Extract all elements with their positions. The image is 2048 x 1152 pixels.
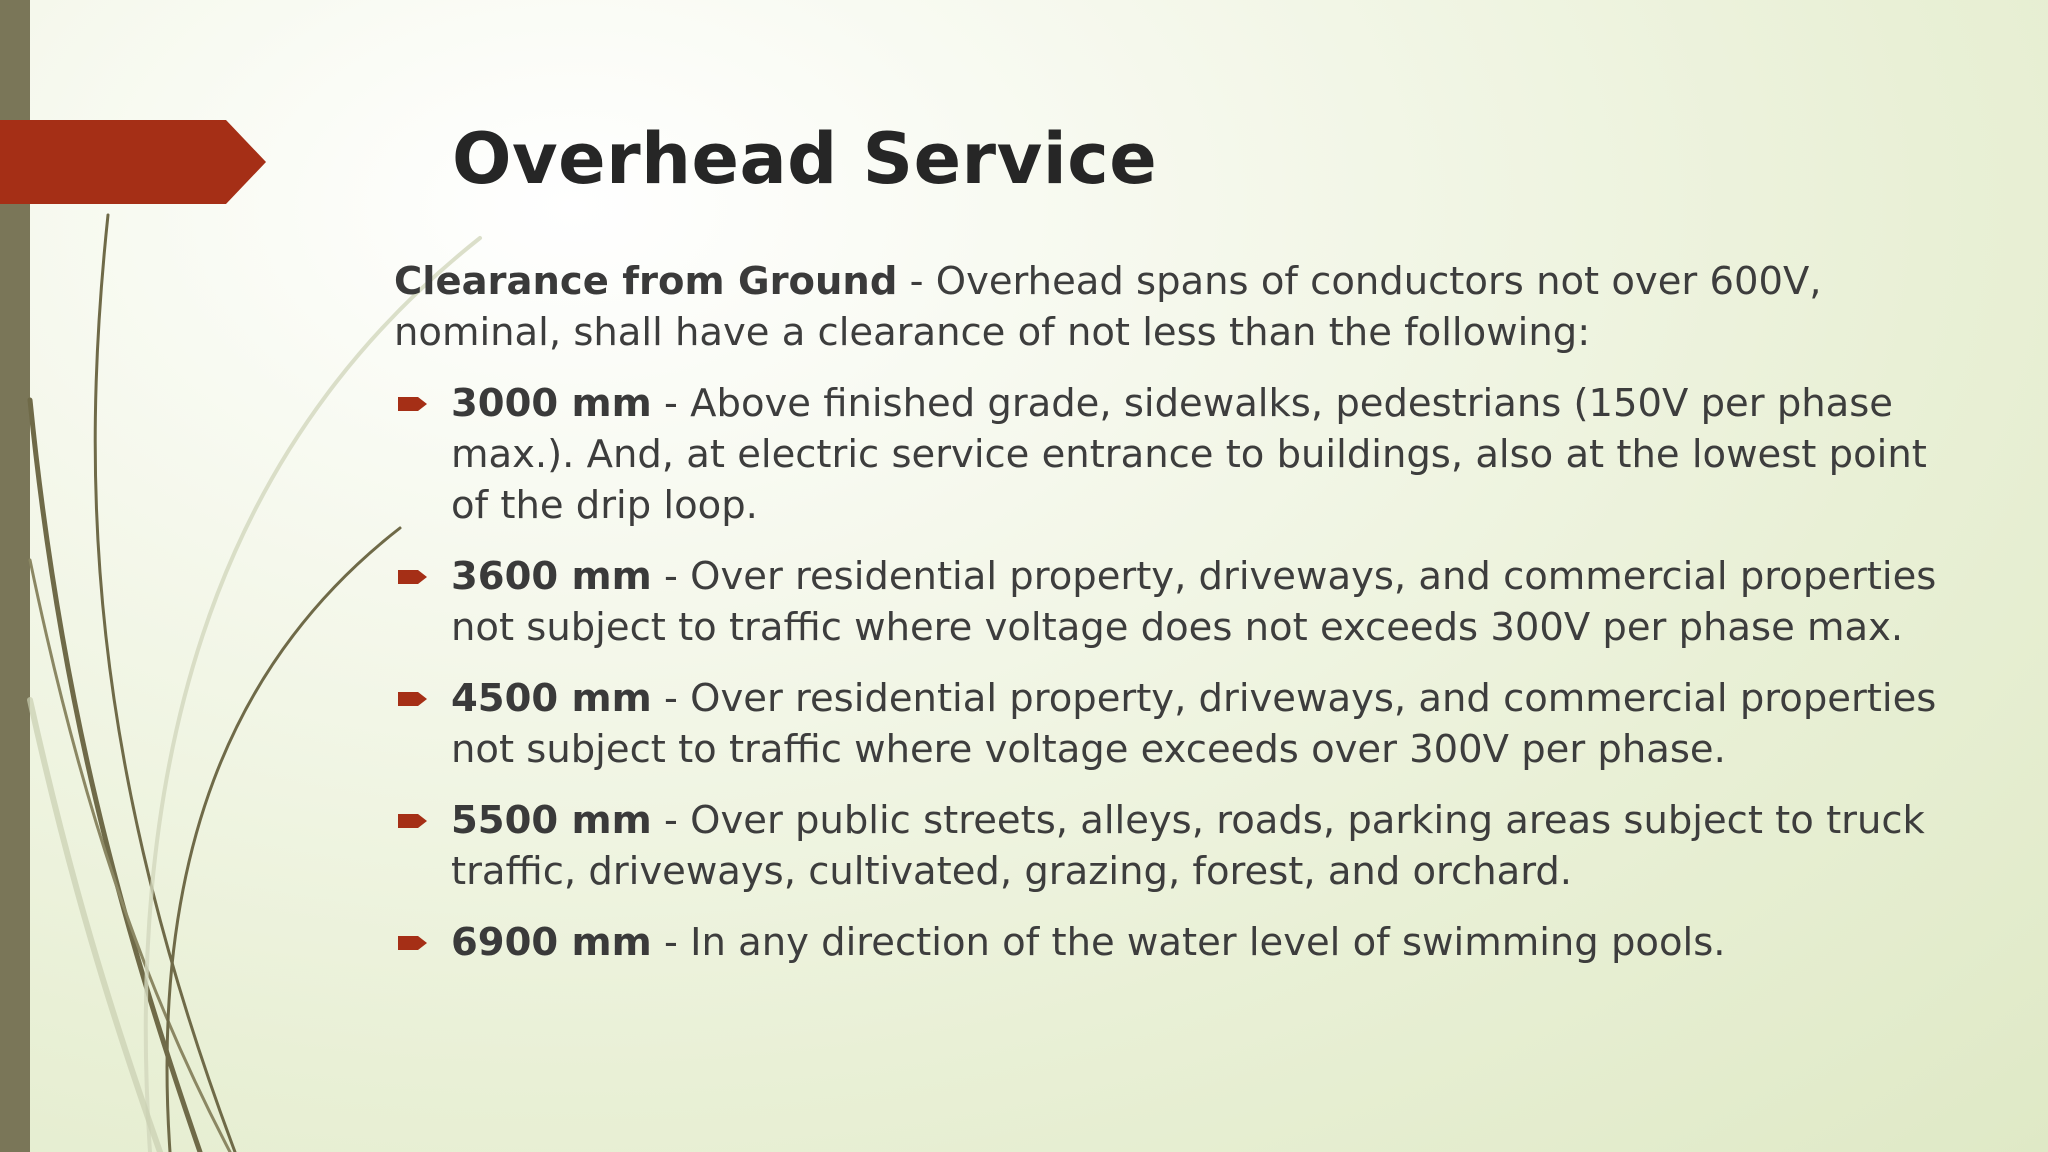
arrow-bullet-icon <box>398 812 428 830</box>
intro-text: - Overhead spans of conductors not over 600V, nominal, shall have a clearance of not less than the following: <box>394 259 1822 355</box>
arrow-bullet-icon <box>398 568 428 586</box>
title-arrow-icon <box>0 0 270 210</box>
clearance-value: 4500 mm <box>451 676 652 721</box>
slide-title: Overhead Service <box>452 118 1158 200</box>
slide-content <box>394 256 1974 988</box>
clearance-description: - Over residential property, driveways, and commercial properties not subject to traffic where voltage does not exceeds 300V per phase max. <box>451 554 1937 650</box>
clearance-list <box>394 378 1974 968</box>
list-item <box>394 673 1974 775</box>
clearance-value: 5500 mm <box>451 798 652 843</box>
clearance-description: - Over residential property, driveways, and commercial properties not subject to traffic where voltage exceeds over 300V per phase. <box>451 676 1937 772</box>
clearance-value: 3000 mm <box>451 381 652 426</box>
clearance-description: - Over public streets, alleys, roads, parking areas subject to truck traffic, driveways, cultivated, grazing, forest, and orchard. <box>451 798 1925 894</box>
intro-heading: Clearance from Ground <box>394 259 898 304</box>
clearance-description: - Above finished grade, sidewalks, pedestrians (150V per phase max.). And, at electric service entrance to buildings, also at the lowest point of the drip loop. <box>451 381 1927 528</box>
arrow-bullet-icon <box>398 934 428 952</box>
intro-paragraph <box>394 256 1974 358</box>
clearance-value: 3600 mm <box>451 554 652 599</box>
arrow-bullet-icon <box>398 395 428 413</box>
clearance-value: 6900 mm <box>451 920 652 965</box>
list-item <box>394 551 1974 653</box>
arrow-bullet-icon <box>398 690 428 708</box>
list-item <box>394 378 1974 531</box>
clearance-description: - In any direction of the water level of swimming pools. <box>651 920 1726 965</box>
list-item <box>394 795 1974 897</box>
list-item <box>394 917 1974 968</box>
